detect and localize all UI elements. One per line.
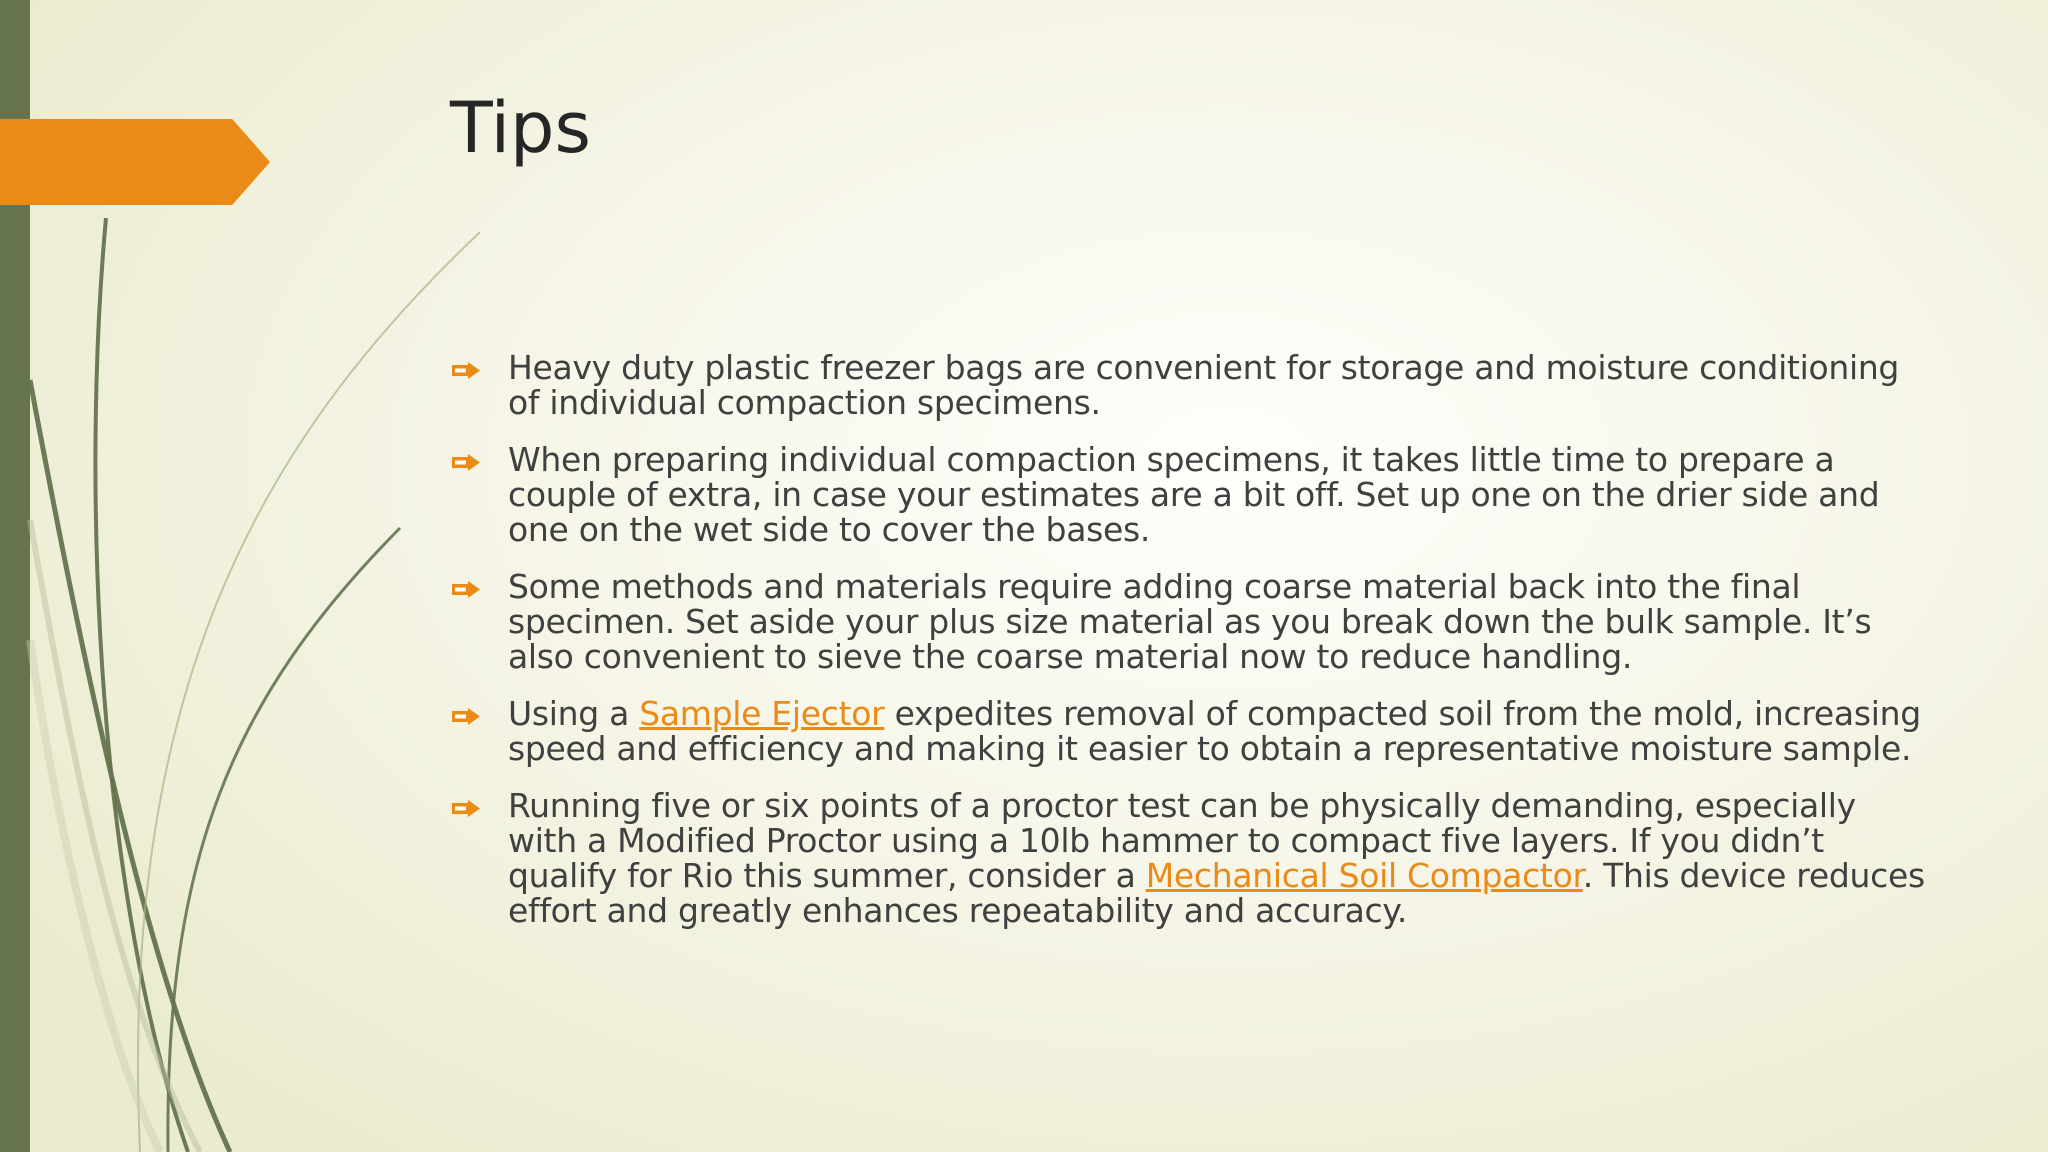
bullet-text: Running five or six points of a proctor test can be physically demanding, especially with a Modified Proctor using a 10lb hammer to compact five layers. If you didn’t qualify for Rio this summer, consider a <box>508 786 1856 895</box>
bullet-text: When preparing individual compaction specimens, it takes little time to prepare a couple of extra, in case your estimates are a bit off. Set up one on the drier side and one on the wet side to cover the bases. <box>508 440 1880 549</box>
slide-title: Tips <box>450 87 591 169</box>
bullet-text: Some methods and materials require adding coarse material back into the final specimen. Set aside your plus size material as you break down the bulk sample. It’s also convenient to sieve the coarse material now to reduce handling. <box>508 567 1872 676</box>
bullet-item <box>450 350 1930 420</box>
bullet-text: Using a <box>508 694 640 733</box>
arrow-right-icon <box>452 800 480 817</box>
bullet-item <box>450 696 1930 766</box>
bullet-list <box>450 350 1930 950</box>
bullet-item <box>450 442 1930 547</box>
sample-ejector-link[interactable]: Sample Ejector <box>639 694 885 733</box>
bullet-text: Heavy duty plastic freezer bags are convenient for storage and moisture conditioning of individual compaction specimens. <box>508 348 1900 422</box>
bullet-item <box>450 569 1930 674</box>
title-accent-tab <box>0 119 270 205</box>
bullet-item <box>450 788 1930 928</box>
mechanical-soil-compactor-link[interactable]: Mechanical Soil Compactor <box>1145 856 1583 895</box>
arrow-right-icon <box>452 581 480 598</box>
arrow-right-icon <box>452 708 480 725</box>
arrow-right-icon <box>452 454 480 471</box>
bullet-text: . This device reduces effort and greatly enhances repeatability and accuracy. <box>508 856 1925 930</box>
arrow-right-icon <box>452 362 480 379</box>
bullet-text: expedites removal of compacted soil from the mold, increasing speed and efficiency and making it easier to obtain a representative moisture sample. <box>508 694 1921 768</box>
